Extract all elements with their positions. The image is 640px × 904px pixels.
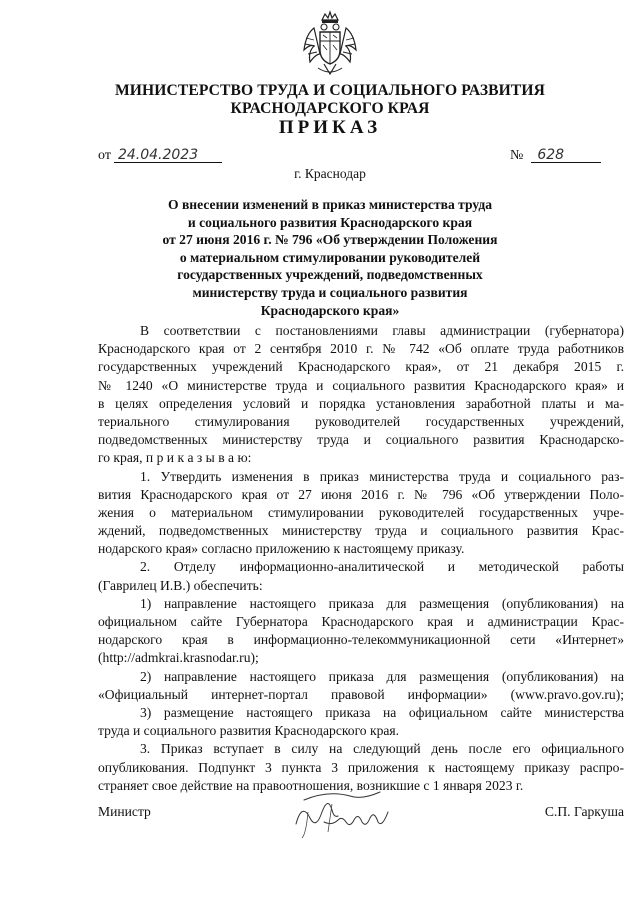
body-line: 2) направление настоящего приказа для размещения (опубликования) на bbox=[140, 668, 624, 684]
body-line: В соответствии с постановлениями главы администрации (губернатора) bbox=[140, 323, 624, 338]
body-line: «Официальный интернет-портал правовой информации» (www.pravo.gov.ru); bbox=[98, 686, 624, 702]
body-line: № 1240 «О министерстве труда и социального развития Краснодарского края» и bbox=[98, 377, 624, 393]
body-line: нодарского края» согласно приложению к настоящему приказу. bbox=[98, 541, 465, 557]
body-line: жения о материальном стимулировании руководителей государственных учре- bbox=[98, 504, 624, 520]
subject-line: и социального развития Краснодарского края bbox=[187, 214, 473, 230]
body-line: 1) направление настоящего приказа для размещения (опубликования) на bbox=[140, 595, 624, 611]
subject-line: Краснодарского края» bbox=[260, 302, 400, 318]
order-body bbox=[98, 322, 624, 795]
body-line: (Гаврилец И.В.) обеспечить: bbox=[98, 577, 263, 593]
body-line: 3) размещение настоящего приказа на официальном сайте министерства bbox=[140, 704, 624, 720]
document-title: ПРИКАЗ bbox=[278, 117, 382, 138]
body-line: опубликования. Подпункт 3 пункта 3 приложения к настоящему приказу распро- bbox=[98, 759, 624, 775]
body-line: труда и социального развития Краснодарского края. bbox=[98, 723, 400, 739]
ministry-line: МИНИСТЕРСТВО ТРУДА И СОЦИАЛЬНОГО РАЗВИТИЯ bbox=[114, 82, 545, 99]
subject-line: от 27 июня 2016 г. № 796 «Об утверждении Положения bbox=[162, 232, 498, 248]
handwritten-signature bbox=[288, 782, 408, 842]
body-line: Краснодарского края от 2 сентября 2010 г. № 742 «Об оплате труда работников bbox=[98, 341, 624, 357]
signature-block bbox=[98, 788, 624, 848]
body-line: вития Краснодарского края от 27 июня 2016 г. № 796 «Об утверждении Поло- bbox=[98, 486, 624, 502]
subject-line: О внесении изменений в приказ министерства труда bbox=[167, 197, 493, 212]
body-line: нодарского края в информационно-телекоммуникационной сети «Интернет» bbox=[98, 632, 624, 648]
body-line: 2. Отделу информационно-аналитической и методической работы bbox=[140, 559, 624, 575]
body-line: 3. Приказ вступает в силу на следующий день после его официального bbox=[140, 741, 624, 757]
body-line: государственных учреждений Краснодарского края», от 21 декабря 2015 г. bbox=[98, 359, 624, 375]
number-value: 628 bbox=[531, 148, 601, 163]
ministry-name bbox=[60, 82, 600, 118]
body-line: в целях определения условий и порядка установления заработной платы и ма- bbox=[98, 395, 624, 411]
body-line: ждений, подведомственных министерству труда и социального развития Крас- bbox=[98, 523, 624, 539]
number-label: № bbox=[510, 148, 524, 163]
body-line: подведомственных министерству труда и социального развития Краснодарско- bbox=[98, 432, 624, 448]
order-subject bbox=[110, 196, 550, 319]
body-line: го края, п р и к а з ы в а ю: bbox=[98, 450, 252, 466]
ministry-line: КРАСНОДАРСКОГО КРАЯ bbox=[230, 100, 430, 117]
body-line: страняет свое действие на правоотношения, возникшие с 1 января 2023 г. bbox=[98, 777, 524, 793]
date-value: 24.04.2023 bbox=[114, 148, 222, 163]
number-field bbox=[510, 148, 601, 164]
date-label: от bbox=[98, 148, 111, 163]
body-line: 1. Утвердить изменения в приказ министерства труда и социального раз- bbox=[140, 468, 624, 484]
city: г. Краснодар bbox=[294, 166, 366, 181]
subject-line: министерству труда и социального развития bbox=[192, 284, 468, 300]
date-field bbox=[98, 148, 222, 164]
subject-line: о материальном стимулировании руководителей bbox=[179, 249, 481, 265]
coat-of-arms-icon bbox=[300, 10, 360, 78]
body-line: териального стимулирования руководителей государственных учреждений, bbox=[98, 413, 624, 429]
signatory-name: С.П. Гаркуша bbox=[544, 804, 624, 819]
body-line: (http://admkrai.krasnodar.ru); bbox=[98, 650, 259, 666]
subject-line: государственных учреждений, подведомственных bbox=[177, 267, 483, 283]
body-line: официальном сайте Губернатора Краснодарского края и администрации Крас- bbox=[98, 614, 624, 629]
signatory-position: Министр bbox=[98, 804, 151, 819]
